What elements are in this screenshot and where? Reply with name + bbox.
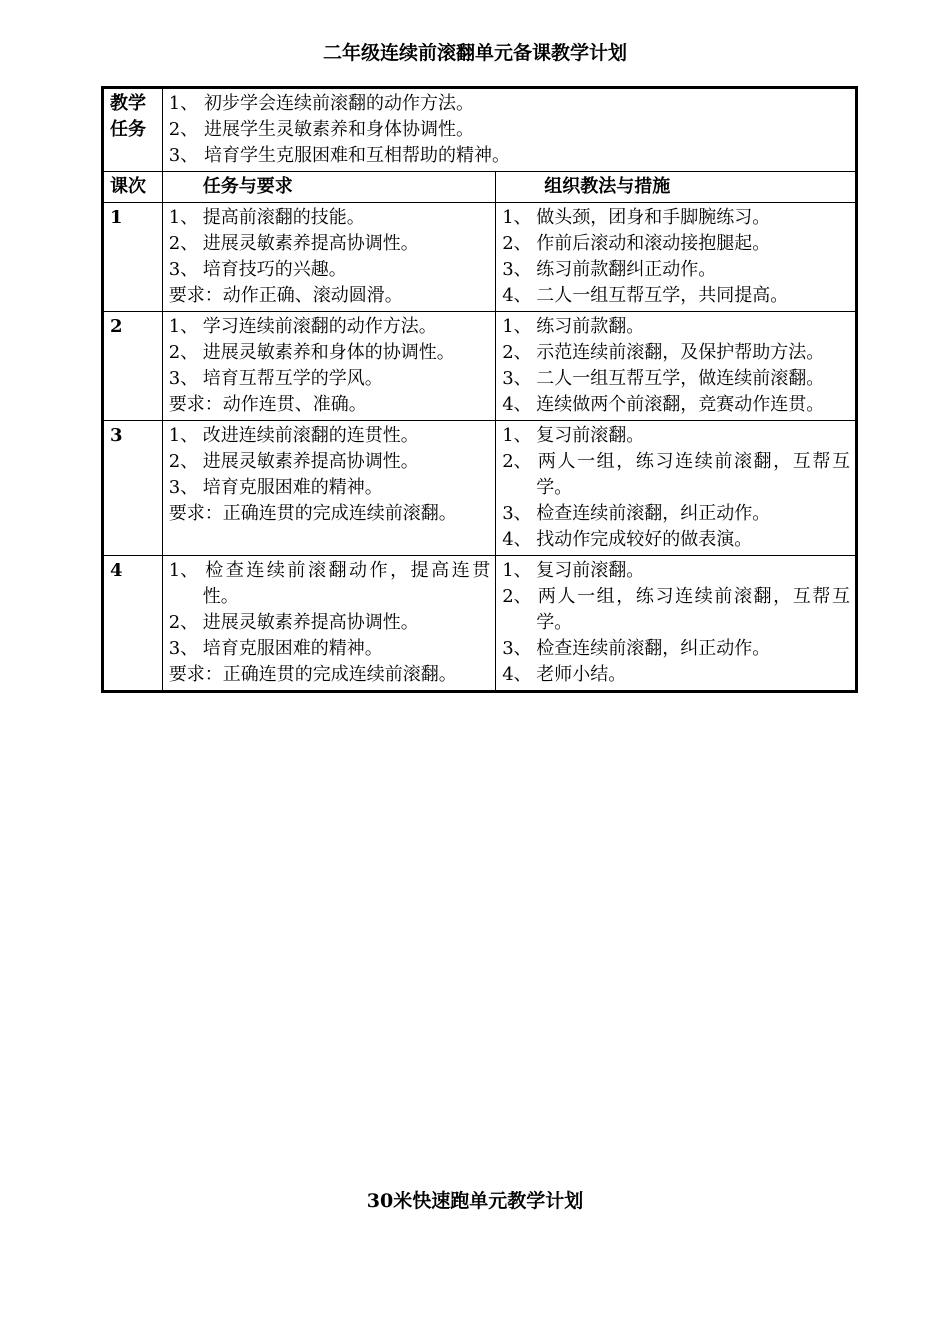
- item-number: 2、: [168, 451, 199, 472]
- item-text: 改进连续前滚翻的连贯性。: [202, 425, 419, 446]
- task-item: [169, 423, 490, 449]
- item-text: 学习连续前滚翻的动作方法。: [202, 316, 437, 337]
- method-item: [502, 314, 850, 340]
- item-number: 3、: [502, 503, 532, 524]
- item-text: 二人一组互帮互学，做连续前滚翻。: [536, 368, 825, 389]
- item-text: 进展灵敏素养提高协调性。: [202, 233, 419, 254]
- requirement-text: 要求：动作正确、滚动圆滑。: [168, 285, 403, 306]
- item-text: 培育克服困难的精神。: [202, 477, 383, 498]
- item-text: 检查连续前滚翻，纠正动作。: [536, 503, 771, 524]
- item-text: 培育技巧的兴趣。: [202, 259, 347, 280]
- item-number: 2、: [168, 612, 199, 633]
- task-label: 教学任务: [103, 88, 163, 172]
- task-list: [162, 88, 856, 172]
- task-item: [169, 558, 490, 610]
- lesson-tasks: [162, 556, 495, 692]
- lesson-row: [103, 556, 857, 692]
- item-text: 进展灵敏素养提高协调性。: [202, 451, 419, 472]
- item-number: 1、: [502, 316, 532, 337]
- task-item: [169, 231, 490, 257]
- method-item: [502, 392, 850, 418]
- header-lesson-number: 课次: [103, 172, 163, 203]
- lesson-plan-table: [101, 86, 858, 693]
- item-text: 练习前款翻。: [536, 316, 645, 337]
- item-text: 练习前款翻纠正动作。: [536, 259, 717, 280]
- item-text: 检查连续前滚翻动作，提高连贯性。: [202, 560, 491, 607]
- task-item: [169, 257, 490, 283]
- method-item: [502, 636, 850, 662]
- item-number: 3、: [168, 259, 199, 280]
- lesson-rows: [103, 203, 857, 692]
- task-item: [169, 205, 490, 231]
- item-number: 2、: [502, 342, 532, 363]
- method-item: [502, 501, 850, 527]
- task-item: 1、 初步学会连续前滚翻的动作方法。: [168, 93, 474, 114]
- lesson-tasks: [162, 421, 495, 556]
- lesson-tasks: [162, 203, 495, 312]
- lesson-number: 2: [103, 312, 163, 421]
- method-item: [502, 366, 850, 392]
- item-number: 2、: [168, 342, 199, 363]
- item-number: 1、: [168, 207, 199, 228]
- lesson-row: [103, 421, 857, 556]
- lesson-tasks: [162, 312, 495, 421]
- item-number: 2、: [502, 586, 532, 607]
- method-item: [502, 449, 850, 501]
- item-number: 3、: [502, 638, 532, 659]
- item-text: 示范连续前滚翻，及保护帮助方法。: [536, 342, 825, 363]
- header-row: [103, 172, 857, 203]
- task-item: 2、 进展学生灵敏素养和身体协调性。: [168, 119, 474, 140]
- next-section-title: 30米快速跑单元教学计划: [366, 1190, 584, 1212]
- item-number: 2、: [502, 233, 532, 254]
- method-item: [502, 257, 850, 283]
- item-number: 3、: [502, 368, 532, 389]
- task-item: [169, 449, 490, 475]
- item-text: 两人一组，练习连续前滚翻，互帮互学。: [536, 451, 850, 498]
- item-number: 3、: [168, 638, 199, 659]
- item-text: 连续做两个前滚翻，竞赛动作连贯。: [536, 394, 825, 415]
- lesson-methods: [496, 203, 857, 312]
- method-item: [502, 558, 850, 584]
- lesson-row: [103, 312, 857, 421]
- lesson-row: [103, 203, 857, 312]
- item-text: 进展灵敏素养和身体的协调性。: [202, 342, 455, 363]
- task-item: [169, 366, 490, 392]
- lesson-methods: [496, 556, 857, 692]
- header-tasks: 任务与要求: [162, 172, 495, 203]
- item-number: 1、: [502, 560, 532, 581]
- task-item: [169, 340, 490, 366]
- task-item: [169, 314, 490, 340]
- item-number: 1、: [168, 560, 199, 581]
- item-number: 3、: [168, 477, 199, 498]
- lesson-methods: [496, 312, 857, 421]
- item-number: 1、: [502, 207, 532, 228]
- item-text: 找动作完成较好的做表演。: [536, 529, 753, 550]
- task-row: [103, 88, 857, 172]
- method-item: [502, 527, 850, 553]
- item-number: 3、: [168, 368, 199, 389]
- item-text: 作前后滚动和滚动接抱腿起。: [536, 233, 771, 254]
- method-item: [502, 231, 850, 257]
- header-methods: 组织教法与措施: [496, 172, 857, 203]
- method-item: [502, 584, 850, 636]
- item-number: 3、: [502, 259, 532, 280]
- requirement-text: 要求：正确连贯的完成连续前滚翻。: [168, 664, 457, 685]
- lesson-number: 1: [103, 203, 163, 312]
- method-item: [502, 205, 850, 231]
- item-number: 2、: [502, 451, 532, 472]
- task-item: [169, 636, 490, 662]
- requirement-text: 要求：正确连贯的完成连续前滚翻。: [168, 503, 457, 524]
- item-number: 2、: [168, 233, 199, 254]
- method-item: [502, 283, 850, 309]
- item-text: 检查连续前滚翻，纠正动作。: [536, 638, 771, 659]
- lesson-methods: [496, 421, 857, 556]
- item-text: 二人一组互帮互学，共同提高。: [536, 285, 789, 306]
- requirement-text: 要求：动作连贯、准确。: [168, 394, 367, 415]
- item-text: 培育克服困难的精神。: [202, 638, 383, 659]
- method-item: [502, 662, 850, 688]
- item-text: 培育互帮互学的学风。: [202, 368, 383, 389]
- method-item: [502, 340, 850, 366]
- item-text: 提高前滚翻的技能。: [202, 207, 365, 228]
- item-text: 两人一组，练习连续前滚翻，互帮互学。: [536, 586, 850, 633]
- item-text: 老师小结。: [536, 664, 627, 685]
- task-item: [169, 610, 490, 636]
- method-item: [502, 423, 850, 449]
- item-number: 4、: [502, 529, 532, 550]
- lesson-number: 4: [103, 556, 163, 692]
- item-text: 做头颈，团身和手脚腕练习。: [536, 207, 771, 228]
- document-title: 二年级连续前滚翻单元备课教学计划: [322, 42, 627, 64]
- item-text: 复习前滚翻。: [536, 560, 645, 581]
- task-item: [169, 475, 490, 501]
- task-item: 3、 培育学生克服困难和互相帮助的精神。: [168, 145, 510, 166]
- item-number: 1、: [502, 425, 532, 446]
- lesson-number: 3: [103, 421, 163, 556]
- item-number: 4、: [502, 664, 532, 685]
- item-number: 4、: [502, 285, 532, 306]
- item-number: 4、: [502, 394, 532, 415]
- item-text: 复习前滚翻。: [536, 425, 645, 446]
- item-number: 1、: [168, 316, 199, 337]
- item-text: 进展灵敏素养提高协调性。: [202, 612, 419, 633]
- item-number: 1、: [168, 425, 199, 446]
